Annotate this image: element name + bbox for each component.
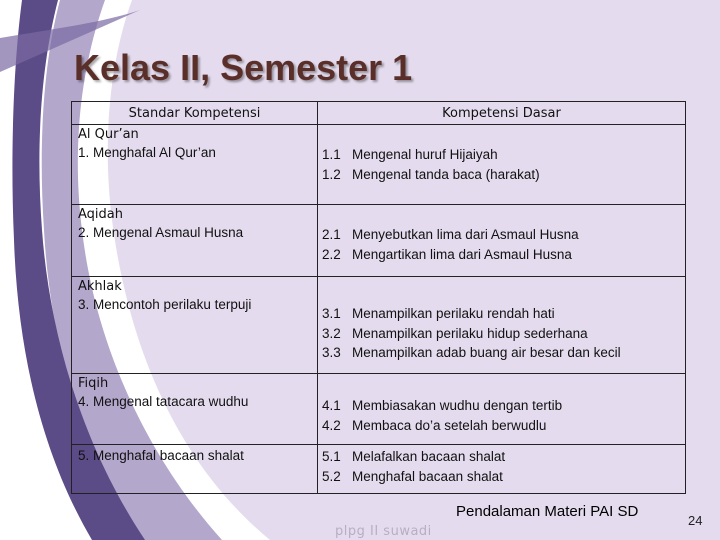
kd-text: Menampilkan perilaku hidup sederhana — [352, 325, 588, 341]
kd-item — [322, 324, 681, 344]
kd-item — [322, 467, 681, 487]
kd-cell — [318, 374, 686, 445]
kd-text: Membaca do’a setelah berwudlu — [352, 417, 547, 433]
kd-item — [322, 396, 681, 416]
kd-text: Melafalkan bacaan shalat — [352, 449, 506, 464]
standar-kompetensi-text: 5. Menghafal bacaan shalat — [78, 448, 244, 463]
kd-item — [322, 165, 681, 185]
sk-cell — [72, 125, 318, 205]
kd-text: Menghafal bacaan shalat — [352, 468, 503, 484]
kd-item — [322, 245, 681, 265]
kd-text: Mengenal huruf Hijaiyah — [352, 147, 498, 162]
kd-number: 4.1 — [322, 398, 341, 413]
kd-number: 2.2 — [322, 246, 341, 262]
kd-item — [322, 225, 681, 245]
kd-text: Menampilkan perilaku rendah hati — [352, 306, 555, 321]
kd-text: Mengenal tanda baca (harakat) — [352, 166, 540, 182]
section-label: Akhlak — [78, 279, 122, 294]
kd-number: 1.2 — [322, 166, 341, 182]
competency-table — [71, 101, 686, 494]
kd-number: 5.1 — [322, 449, 341, 464]
sk-cell — [72, 277, 318, 374]
kd-number: 5.2 — [322, 468, 341, 484]
kd-cell — [318, 125, 686, 205]
section-label: Fiqih — [78, 376, 109, 391]
kd-text: Mengartikan lima dari Asmaul Husna — [352, 246, 572, 262]
section-label: Aqidah — [78, 207, 123, 222]
standar-kompetensi-text: 4. Mengenal tatacara wudhu — [78, 394, 249, 409]
sk-cell — [72, 374, 318, 445]
standar-kompetensi-text: 2. Mengenal Asmaul Husna — [78, 225, 244, 240]
table-row — [72, 125, 686, 205]
section-label: Al Qur’an — [78, 127, 139, 142]
kd-item — [322, 447, 681, 467]
footer-text: Pendalaman Materi PAI SD — [456, 503, 639, 520]
kd-text: Membiasakan wudhu dengan tertib — [352, 398, 563, 413]
standar-kompetensi-text: 1. Menghafal Al Qur’an — [78, 145, 216, 160]
table-row — [72, 374, 686, 445]
kd-item — [322, 343, 681, 363]
standar-kompetensi-text: 3. Mencontoh perilaku terpuji — [78, 297, 252, 312]
kd-number: 4.2 — [322, 417, 341, 433]
sk-cell — [72, 205, 318, 277]
kd-cell — [318, 205, 686, 277]
table-header-row — [72, 102, 686, 125]
kd-text: Menyebutkan lima dari Asmaul Husna — [352, 227, 579, 242]
kd-text: Menampilkan adab buang air besar dan kecil — [352, 345, 621, 360]
header-standar-kompetensi: Standar Kompetensi — [72, 102, 318, 125]
slide-title: Kelas II, Semester 1 — [74, 47, 413, 88]
kd-number: 3.2 — [322, 325, 341, 341]
kd-cell — [318, 445, 686, 494]
kd-item — [322, 416, 681, 436]
header-kompetensi-dasar: Kompetensi Dasar — [318, 102, 686, 125]
kd-number: 1.1 — [322, 147, 341, 162]
page-number: 24 — [688, 513, 703, 528]
kd-number: 3.3 — [322, 345, 341, 360]
kd-item — [322, 304, 681, 324]
table-row — [72, 445, 686, 494]
table-row — [72, 277, 686, 374]
kd-item — [322, 145, 681, 165]
kd-cell — [318, 277, 686, 374]
table-row — [72, 205, 686, 277]
sk-cell — [72, 445, 318, 494]
watermark-text: plpg II suwadi — [335, 524, 432, 539]
kd-number: 2.1 — [322, 227, 341, 242]
kd-number: 3.1 — [322, 306, 341, 321]
